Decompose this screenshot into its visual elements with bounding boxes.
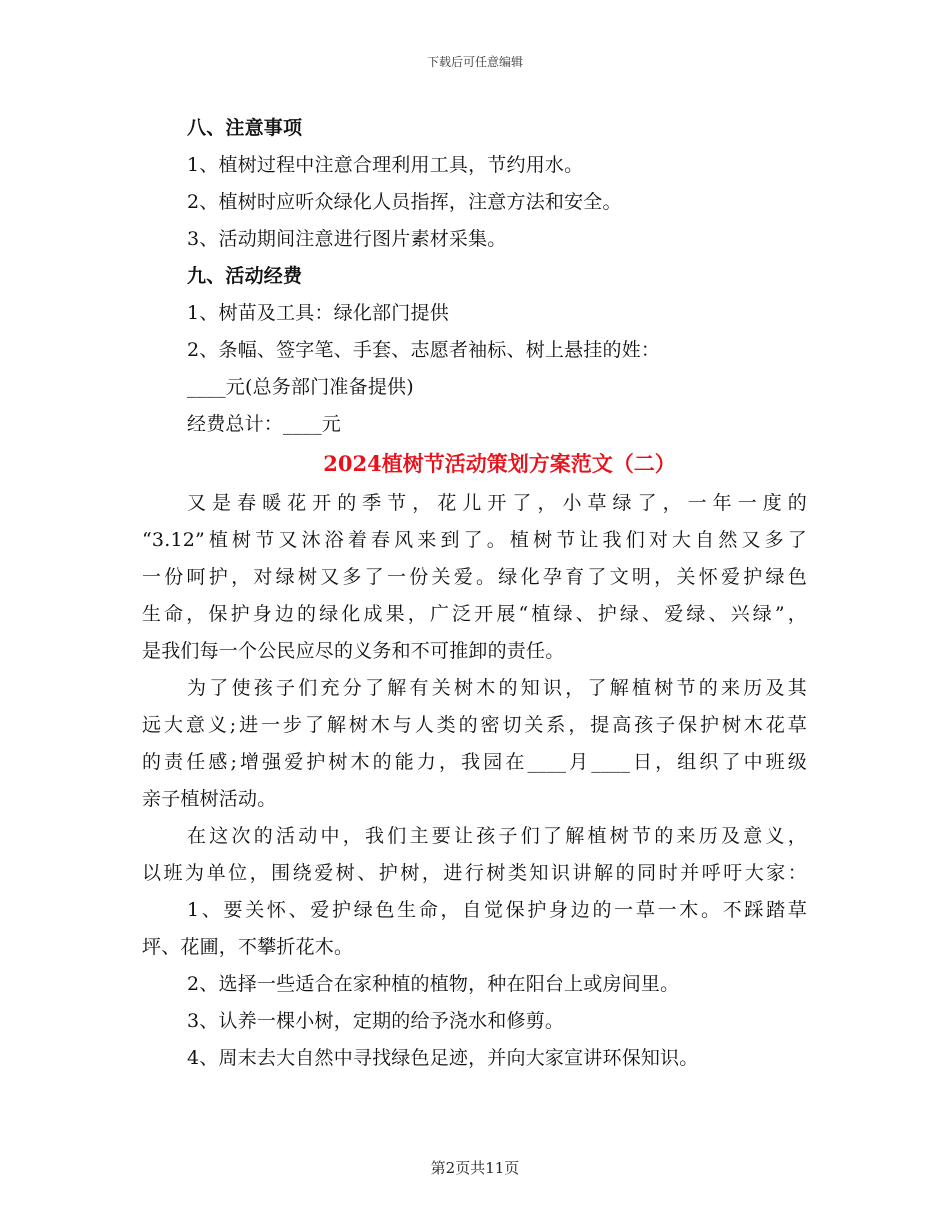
paragraph-line: 坪、花圃，不攀折花木。 (142, 936, 354, 958)
paragraph-line: 远大意义;进一步了解树木与人类的密切关系，提高孩子保护树木花草 (142, 714, 807, 736)
paragraph (142, 485, 807, 670)
section-heading: 八、注意事项 (187, 117, 303, 139)
paragraph-line: “3.12”植树节又沐浴着春风来到了。植树节让我们对大自然又多了 (142, 529, 807, 551)
paragraph-line: 的责任感;增强爱护树木的能力，我园在____月____日，组织了中班级 (142, 751, 807, 773)
list-item: 1、树苗及工具：绿化部门提供 (187, 302, 449, 324)
paragraph-line: 1、要关怀、爱护绿色生命，自觉保护身边的一草一木。不踩踏草 (187, 899, 807, 921)
list-item: 3、认养一棵小树，定期的给予浇水和修剪。 (187, 1010, 565, 1032)
paragraph-line: 在这次的活动中，我们主要让孩子们了解植树节的来历及意义， (187, 825, 807, 847)
paragraph (142, 892, 807, 966)
list-item: ____元(总务部门准备提供) (187, 376, 414, 398)
paragraph (142, 670, 807, 818)
paragraph-line: 亲子植树活动。 (142, 788, 277, 810)
paragraph-line: 为了使孩子们充分了解有关树木的知识，了解植树节的来历及其 (187, 677, 807, 699)
list-item: 经费总计：____元 (187, 413, 342, 435)
list-item: 4、周末去大自然中寻找绿色足迹，并向大家宣讲环保知识。 (187, 1047, 699, 1069)
page-header: 下载后可任意编辑 (426, 55, 523, 69)
page-footer: 第2页共11页 (430, 1159, 520, 1177)
list-item: 3、活动期间注意进行图片素材采集。 (187, 228, 507, 250)
section-heading: 九、活动经费 (187, 265, 303, 287)
paragraph-line: 是我们每一个公民应尽的义务和不可推卸的责任。 (142, 640, 565, 662)
paragraph-line: 以班为单位，围绕爱树、护树，进行树类知识讲解的同时并呼吁大家： (142, 862, 807, 884)
list-item: 2、植树时应听众绿化人员指挥，注意方法和安全。 (187, 191, 622, 213)
paragraph-line: 生命，保护身边的绿化成果，广泛开展“植绿、护绿、爱绿、兴绿”， (142, 603, 807, 625)
paragraph-line: 一份呵护，对绿树又多了一份关爱。绿化孕育了文明，关怀爱护绿色 (142, 566, 807, 588)
list-item: 2、选择一些适合在家种植的植物，种在阳台上或房间里。 (187, 973, 680, 995)
document-body (142, 110, 807, 1077)
paragraph-line: 又是春暖花开的季节，花儿开了，小草绿了，一年一度的 (187, 492, 807, 514)
list-item: 2、条幅、签字笔、手套、志愿者袖标、树上悬挂的姓： (187, 339, 661, 361)
paragraph (142, 818, 807, 892)
list-item: 1、植树过程中注意合理利用工具，节约用水。 (187, 154, 584, 176)
article-title: 2024植树节活动策划方案范文（二） (323, 451, 676, 476)
